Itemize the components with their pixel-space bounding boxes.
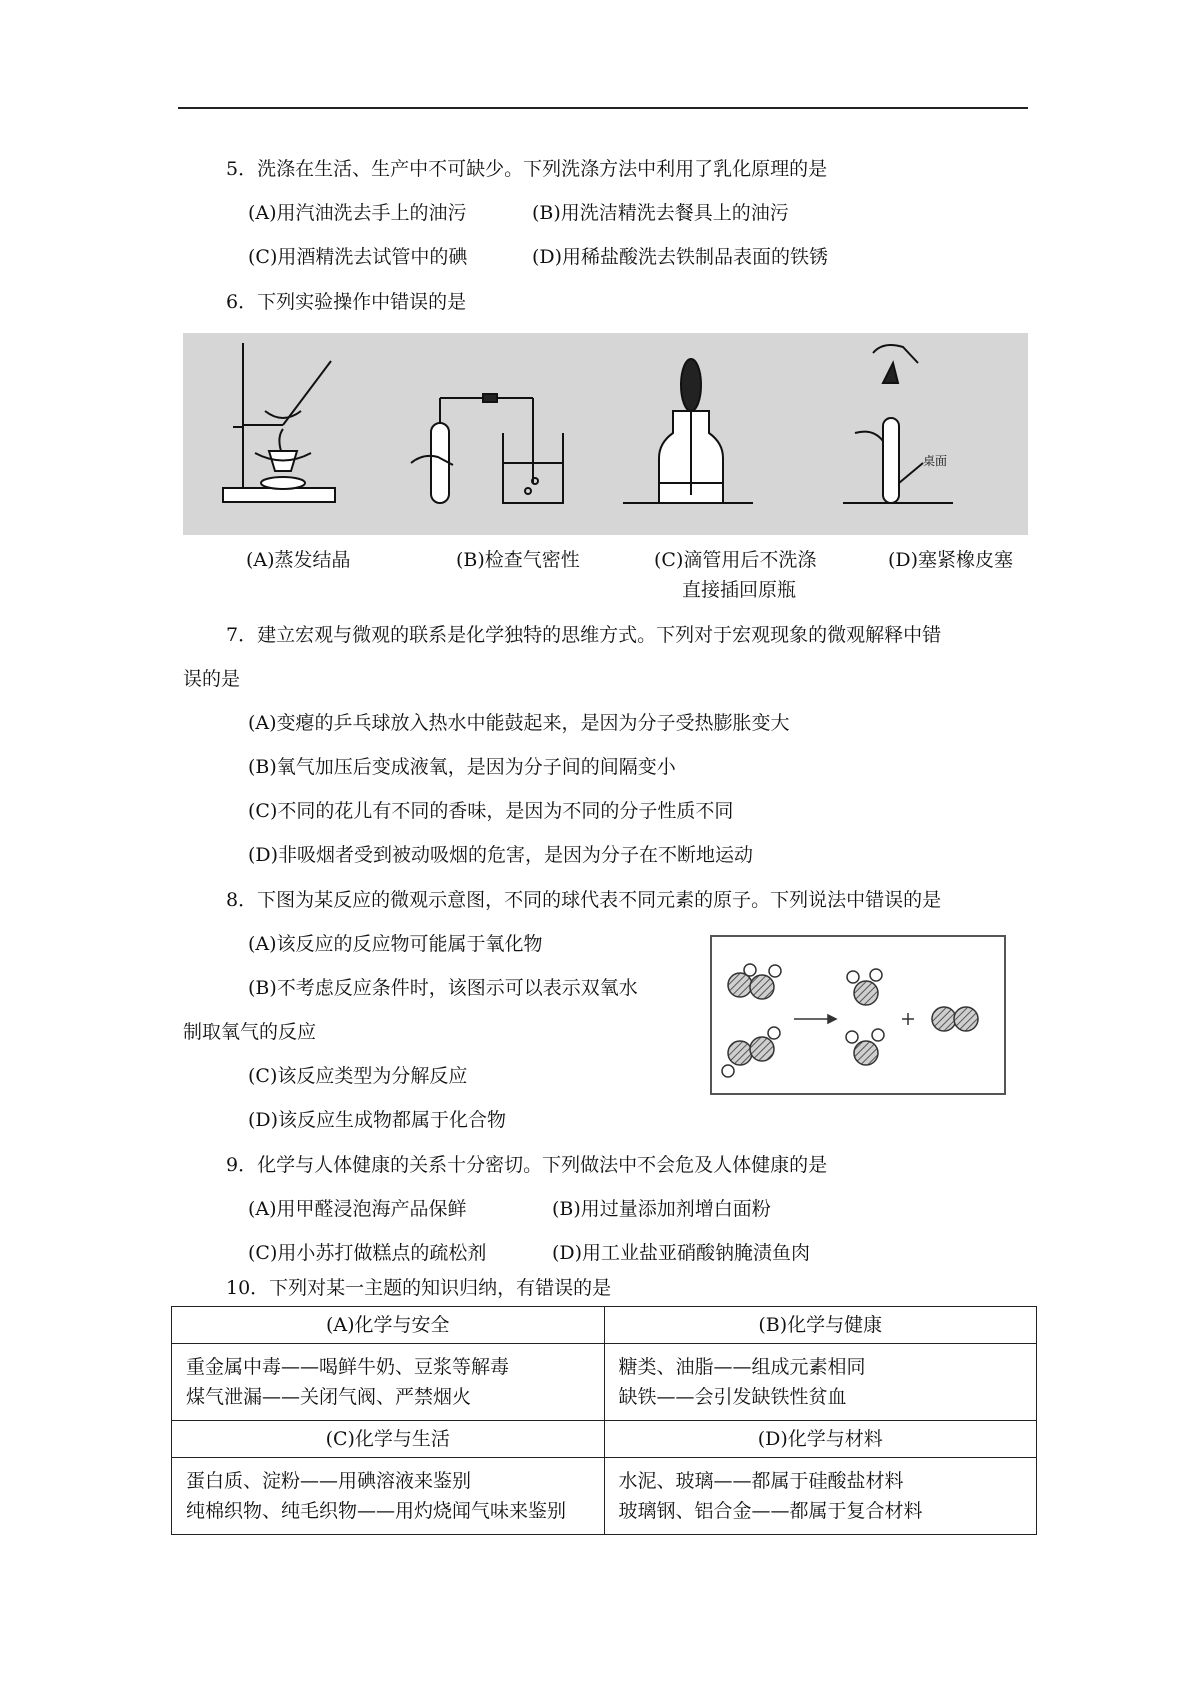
cell-a-line1: 重金属中毒——喝鲜牛奶、豆浆等解毒 [186,1356,510,1378]
cell-c-line1: 蛋白质、淀粉——用碘溶液来鉴别 [186,1470,472,1492]
q10-stem: 10．下列对某一主题的知识归纳，有错误的是 [226,1277,612,1299]
cell-c-line2: 纯棉织物、纯毛织物——用灼烧闻气味来鉴别 [186,1500,567,1522]
q7-option-d: (D)非吸烟者受到被动吸烟的危害，是因为分子在不断地运动 [248,844,754,866]
q7-option-a: (A)变瘪的乒乓球放入热水中能鼓起来，是因为分子受热膨胀变大 [248,712,790,734]
table-row [172,1344,1037,1421]
q6-caption-d: (D)塞紧橡皮塞 [888,549,1014,571]
cell-b [604,1344,1037,1421]
cell-c [172,1458,605,1535]
table-row [172,1421,1037,1458]
q5-option-a: (A)用汽油洗去手上的油污 [248,202,467,224]
q8-option-b-cont: 制取氧气的反应 [183,1021,317,1043]
q9-option-c: (C)用小苏打做糕点的疏松剂 [248,1242,487,1264]
knowledge-table [171,1306,1037,1535]
q6-caption-b: (B)检查气密性 [456,549,580,571]
cell-b-line1: 糖类、油脂——组成元素相同 [618,1356,866,1378]
header-d: (D)化学与材料 [604,1421,1037,1458]
q6-stem: 6．下列实验操作中错误的是 [226,291,467,313]
dropper-bottle-icon [623,359,753,503]
cell-a-line2: 煤气泄漏——关闭气阀、严禁烟火 [186,1386,472,1408]
q9-option-d: (D)用工业盐亚硝酸钠腌渍鱼肉 [552,1242,811,1264]
cell-d-line2: 玻璃钢、铝合金——都属于复合材料 [618,1500,923,1522]
q5-stem: 5．洗涤在生活、生产中不可缺少。下列洗涤方法中利用了乳化原理的是 [226,158,828,180]
q8-stem: 8．下图为某反应的微观示意图，不同的球代表不同元素的原子。下列说法中错误的是 [226,889,942,911]
q9-option-a: (A)用甲醛浸泡海产品保鲜 [248,1198,467,1220]
header-a: (A)化学与安全 [172,1307,605,1344]
q7-option-b: (B)氧气加压后变成液氧，是因为分子间的间隔变小 [248,756,676,778]
q5-option-c: (C)用酒精洗去试管中的碘 [248,246,468,268]
header-c: (C)化学与生活 [172,1421,605,1458]
evaporation-apparatus-icon [223,343,335,502]
q5-option-d: (D)用稀盐酸洗去铁制品表面的铁锈 [532,246,829,268]
q6-figure [183,333,1028,535]
q9-option-b: (B)用过量添加剂增白面粉 [552,1198,771,1220]
cell-a [172,1344,605,1421]
airtightness-check-icon [411,394,563,503]
cell-b-line2: 缺铁——会引发缺铁性贫血 [618,1386,847,1408]
q7-stem-line1: 7．建立宏观与微观的联系是化学独特的思维方式。下列对于宏观现象的微观解释中错 [226,624,942,646]
q6-caption-c2: 直接插回原瓶 [682,579,797,601]
cell-d-line1: 水泥、玻璃——都属于硅酸盐材料 [618,1470,904,1492]
q7-option-c: (C)不同的花儿有不同的香味，是因为不同的分子性质不同 [248,800,734,822]
q9-stem: 9．化学与人体健康的关系十分密切。下列做法中不会危及人体健康的是 [226,1154,828,1176]
cell-d [604,1458,1037,1535]
desk-label: 桌面 [923,454,948,468]
table-row [172,1307,1037,1344]
q8-option-d: (D)该反应生成物都属于化合物 [248,1109,507,1131]
q5-option-b: (B)用洗洁精洗去餐具上的油污 [532,202,789,224]
q6-caption-a: (A)蒸发结晶 [246,549,351,571]
q8-reaction-diagram [710,935,1006,1095]
header-rule [178,107,1028,109]
q8-option-a: (A)该反应的反应物可能属于氧化物 [248,933,543,955]
rubber-stopper-icon [843,345,953,503]
q8-option-b: (B)不考虑反应条件时，该图示可以表示双氧水 [248,977,638,999]
q8-option-c: (C)该反应类型为分解反应 [248,1065,468,1087]
q6-caption-c1: (C)滴管用后不洗涤 [654,549,817,571]
q6-apparatus-drawing [183,333,1028,535]
q7-stem-line2: 误的是 [183,668,241,690]
table-row [172,1458,1037,1535]
header-b: (B)化学与健康 [604,1307,1037,1344]
